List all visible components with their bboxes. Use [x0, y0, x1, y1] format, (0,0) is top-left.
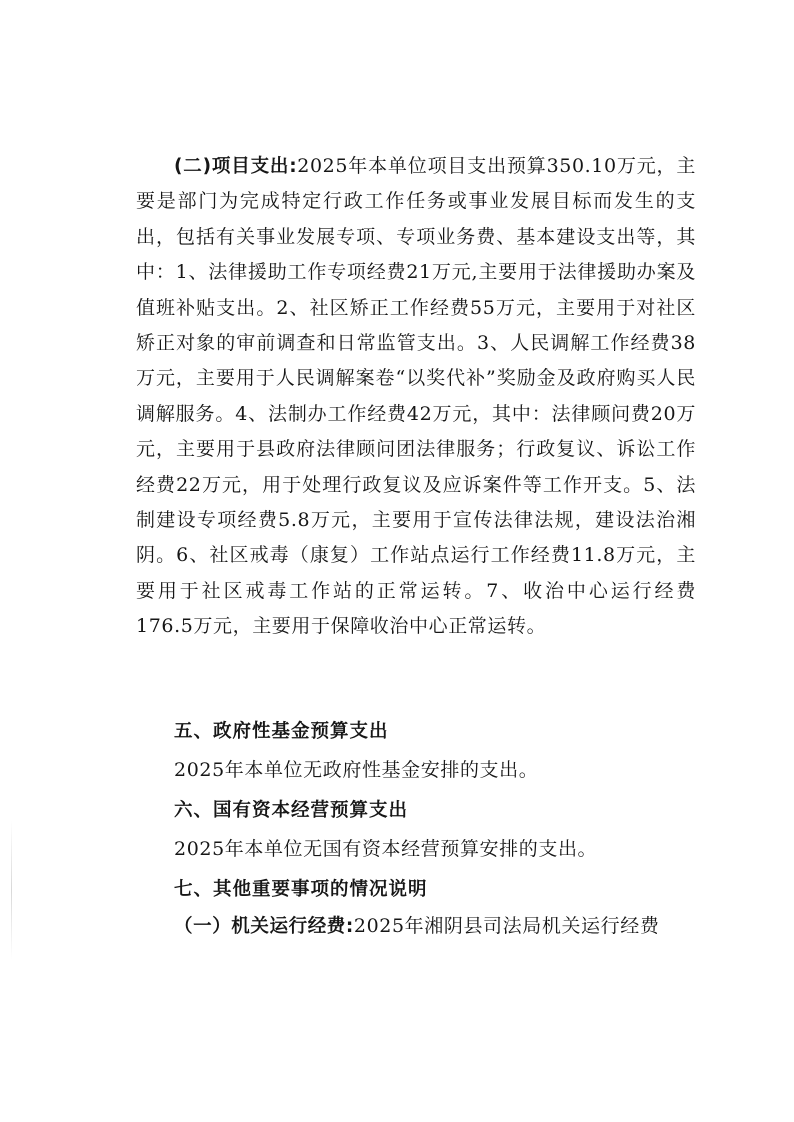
section-6-heading: 六、国有资本经营预算支出	[174, 800, 409, 821]
admin-operating-cost-lead: （一）机关运行经费:	[174, 916, 354, 937]
section-7-sub-paragraph	[174, 911, 659, 942]
admin-operating-cost-body: 2025年湘阴县司法局机关运行经费	[353, 915, 660, 937]
project-expenditure-lead: (二)项目支出:	[174, 156, 298, 177]
project-expenditure-paragraph	[136, 149, 696, 645]
project-expenditure-body: 2025年本单位项目支出预算350.10万元，主要是部门为完成特定行政工作任务或事业发展目标而发生的支出，包括有关事业发展专项、专项业务费、基本建设支出等，其中：1、法律援助工作专项经费21万元,主要用于法律援助办案及值班补贴支出。2、社区矫正工作经费55万元，主要用于对社区矫正对象的审前调查和日常监管支出。3、人民调解工作经费38万元，主要用于人民调解案卷“以奖代补”奖励金及政府购买人民调解服务。4、法制办工作经费42万元，其中：法律顾问费20万元，主要用于县政府法律顾问团法律服务；行政复议、诉讼工作经费22万元，用于处理行政复议及应诉案件等工作开支。5、法制建设专项经费5.8万元，主要用于宣传法律法规，建设法治湘阴。6、社区戒毒（康复）工作站点运行工作经费11.8万元，主要用于社区戒毒工作站的正常运转。7、收治中心运行经费176.5万元，主要用于保障收治中心正常运转。	[136, 155, 696, 638]
scan-edge-mark	[11, 820, 12, 960]
section-5-body: 2025年本单位无政府性基金安排的支出。	[174, 759, 539, 781]
section-5-heading: 五、政府性基金预算支出	[174, 721, 389, 742]
section-7-heading: 七、其他重要事项的情况说明	[174, 879, 428, 900]
section-6-body: 2025年本单位无国有资本经营预算安排的支出。	[174, 838, 598, 860]
